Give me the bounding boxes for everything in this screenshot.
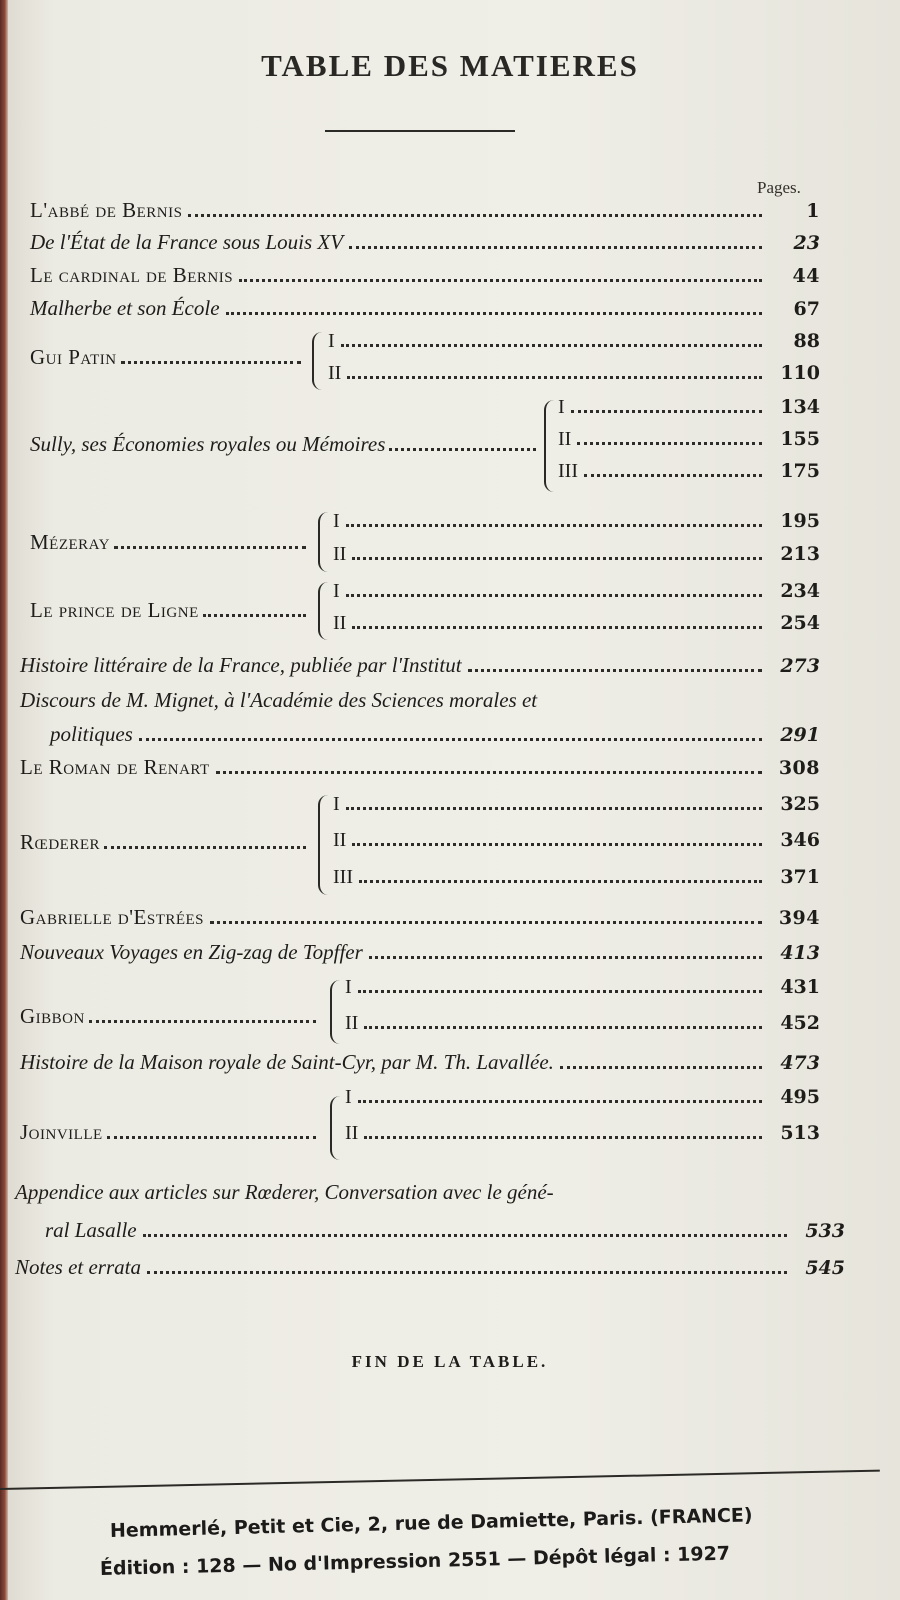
toc-entry (15, 1255, 845, 1285)
toc-sub-entry: I 495 (345, 1086, 820, 1108)
toc-sub-entry: II 213 (333, 543, 820, 565)
toc-sub-entry: II 155 (558, 428, 820, 450)
toc-entry (20, 905, 820, 935)
toc-entry-page: 513 (780, 1122, 820, 1144)
toc-group-title: Joinville (20, 1120, 320, 1150)
toc-group-title: Mézeray (30, 530, 310, 560)
toc-entry-title: Le Roman de Renart (20, 755, 210, 779)
toc-sub-entry: II 110 (328, 362, 820, 384)
page-title: TABLE DES MATIERES (261, 48, 639, 83)
toc-entry-title: Histoire de la Maison royale de Saint-Cyr, par M. Th. Lavallée. (20, 1050, 554, 1074)
toc-entry (30, 296, 820, 326)
toc-entry-title: De l'État de la France sous Louis XV (30, 230, 344, 254)
toc-entry (20, 653, 820, 683)
toc-entry-page: 110 (780, 362, 820, 384)
toc-entry-title: Nouveaux Voyages en Zig-zag de Topffer (20, 940, 363, 964)
toc-entry (30, 263, 820, 293)
toc-sub-entry: III 175 (558, 460, 820, 482)
toc-entry-page: 88 (793, 330, 820, 352)
toc-entry-title: ral Lasalle (45, 1218, 137, 1242)
toc-sub-entry: I 234 (333, 580, 820, 602)
toc-entry-page: 413 (780, 942, 820, 964)
toc-group-title: Sully, ses Économies royales ou Mémoires (30, 432, 540, 462)
toc-entry-page: 273 (780, 655, 820, 677)
toc-entry-page: 533 (805, 1220, 845, 1242)
group-brace (318, 795, 330, 895)
group-brace (544, 400, 556, 492)
toc-sub-entry: I 325 (333, 793, 820, 815)
toc-entry-page: 308 (778, 757, 820, 779)
toc-entry-title: Le cardinal de Bernis (30, 263, 234, 287)
toc-entry-page: 175 (780, 460, 820, 482)
toc-sub-entry: II 346 (333, 829, 820, 851)
toc-entry-page: 371 (780, 866, 820, 888)
toc-entry-page: 195 (780, 510, 820, 532)
toc-entry-page: 234 (780, 580, 820, 602)
toc-entry-page: 545 (805, 1257, 845, 1279)
printer-imprint: Hemmerlé, Petit et Cie, 2, rue de Damiette, Paris. (FRANCE) (109, 1504, 753, 1542)
toc-entry-page: 346 (780, 829, 820, 851)
toc-entry-page: 155 (780, 428, 820, 450)
toc-sub-entry: I 88 (328, 330, 820, 352)
toc-entry-page: 291 (780, 724, 820, 746)
toc-entry-page: 44 (792, 265, 820, 287)
pages-column-label: Pages. (757, 178, 801, 197)
toc-entry (20, 688, 800, 718)
toc-entry (30, 230, 820, 260)
toc-sub-entry: I 195 (333, 510, 820, 532)
toc-entry (30, 198, 820, 228)
toc-entry-title: Appendice aux articles sur Rœderer, Conversation avec le géné- (15, 1180, 554, 1204)
group-brace (318, 582, 330, 640)
toc-sub-entry: II 452 (345, 1012, 820, 1034)
toc-entry (20, 1050, 820, 1080)
toc-entry-title: L'abbé de Bernis (30, 198, 183, 222)
toc-entry-page: 452 (780, 1012, 820, 1034)
group-brace (312, 332, 324, 390)
toc-group-title: Gui Patin (30, 345, 305, 375)
toc-entry-page: 431 (780, 976, 820, 998)
edition-imprint: Édition : 128 — No d'Impression 2551 — Dépôt légal : 1927 (99, 1542, 731, 1580)
group-brace (318, 512, 330, 572)
toc-entry-title: Histoire littéraire de la France, publiée par l'Institut (20, 653, 462, 677)
toc-entry-title: Notes et errata (15, 1255, 141, 1279)
toc-entry-title: Malherbe et son École (30, 296, 220, 320)
toc-entry (15, 1180, 815, 1210)
toc-entry-page: 67 (793, 298, 820, 320)
toc-entry-page: 473 (780, 1052, 820, 1074)
toc-sub-entry: II 254 (333, 612, 820, 634)
toc-entry-title: Gabrielle d'Estrées (20, 905, 205, 929)
end-of-table-label: FIN DE LA TABLE. (351, 1352, 549, 1371)
toc-entry-title: politiques (50, 722, 133, 746)
toc-entry-page: 325 (780, 793, 820, 815)
toc-sub-entry: II 513 (345, 1122, 820, 1144)
toc-sub-entry: I 134 (558, 396, 820, 418)
toc-entry-title: Discours de M. Mignet, à l'Académie des Sciences morales et (20, 688, 538, 712)
toc-sub-entry: III 371 (333, 866, 820, 888)
toc-entry-page: 134 (780, 396, 820, 418)
toc-entry (45, 1218, 845, 1248)
toc-group-title: Le prince de Ligne (30, 598, 310, 628)
toc-group-title: Rœderer (20, 830, 310, 860)
toc-entry-page: 23 (793, 232, 820, 254)
toc-entry (50, 722, 820, 752)
group-brace (330, 980, 342, 1044)
toc-entry-page: 254 (780, 612, 820, 634)
toc-sub-entry: I 431 (345, 976, 820, 998)
toc-group-title: Gibbon (20, 1004, 320, 1034)
toc-entry-page: 495 (780, 1086, 820, 1108)
toc-entry-page: 213 (780, 543, 820, 565)
toc-entry-page: 394 (778, 907, 820, 929)
toc-entry-page: 1 (806, 200, 820, 222)
toc-entry (20, 940, 820, 970)
toc-entry (20, 755, 820, 785)
group-brace (330, 1096, 342, 1160)
